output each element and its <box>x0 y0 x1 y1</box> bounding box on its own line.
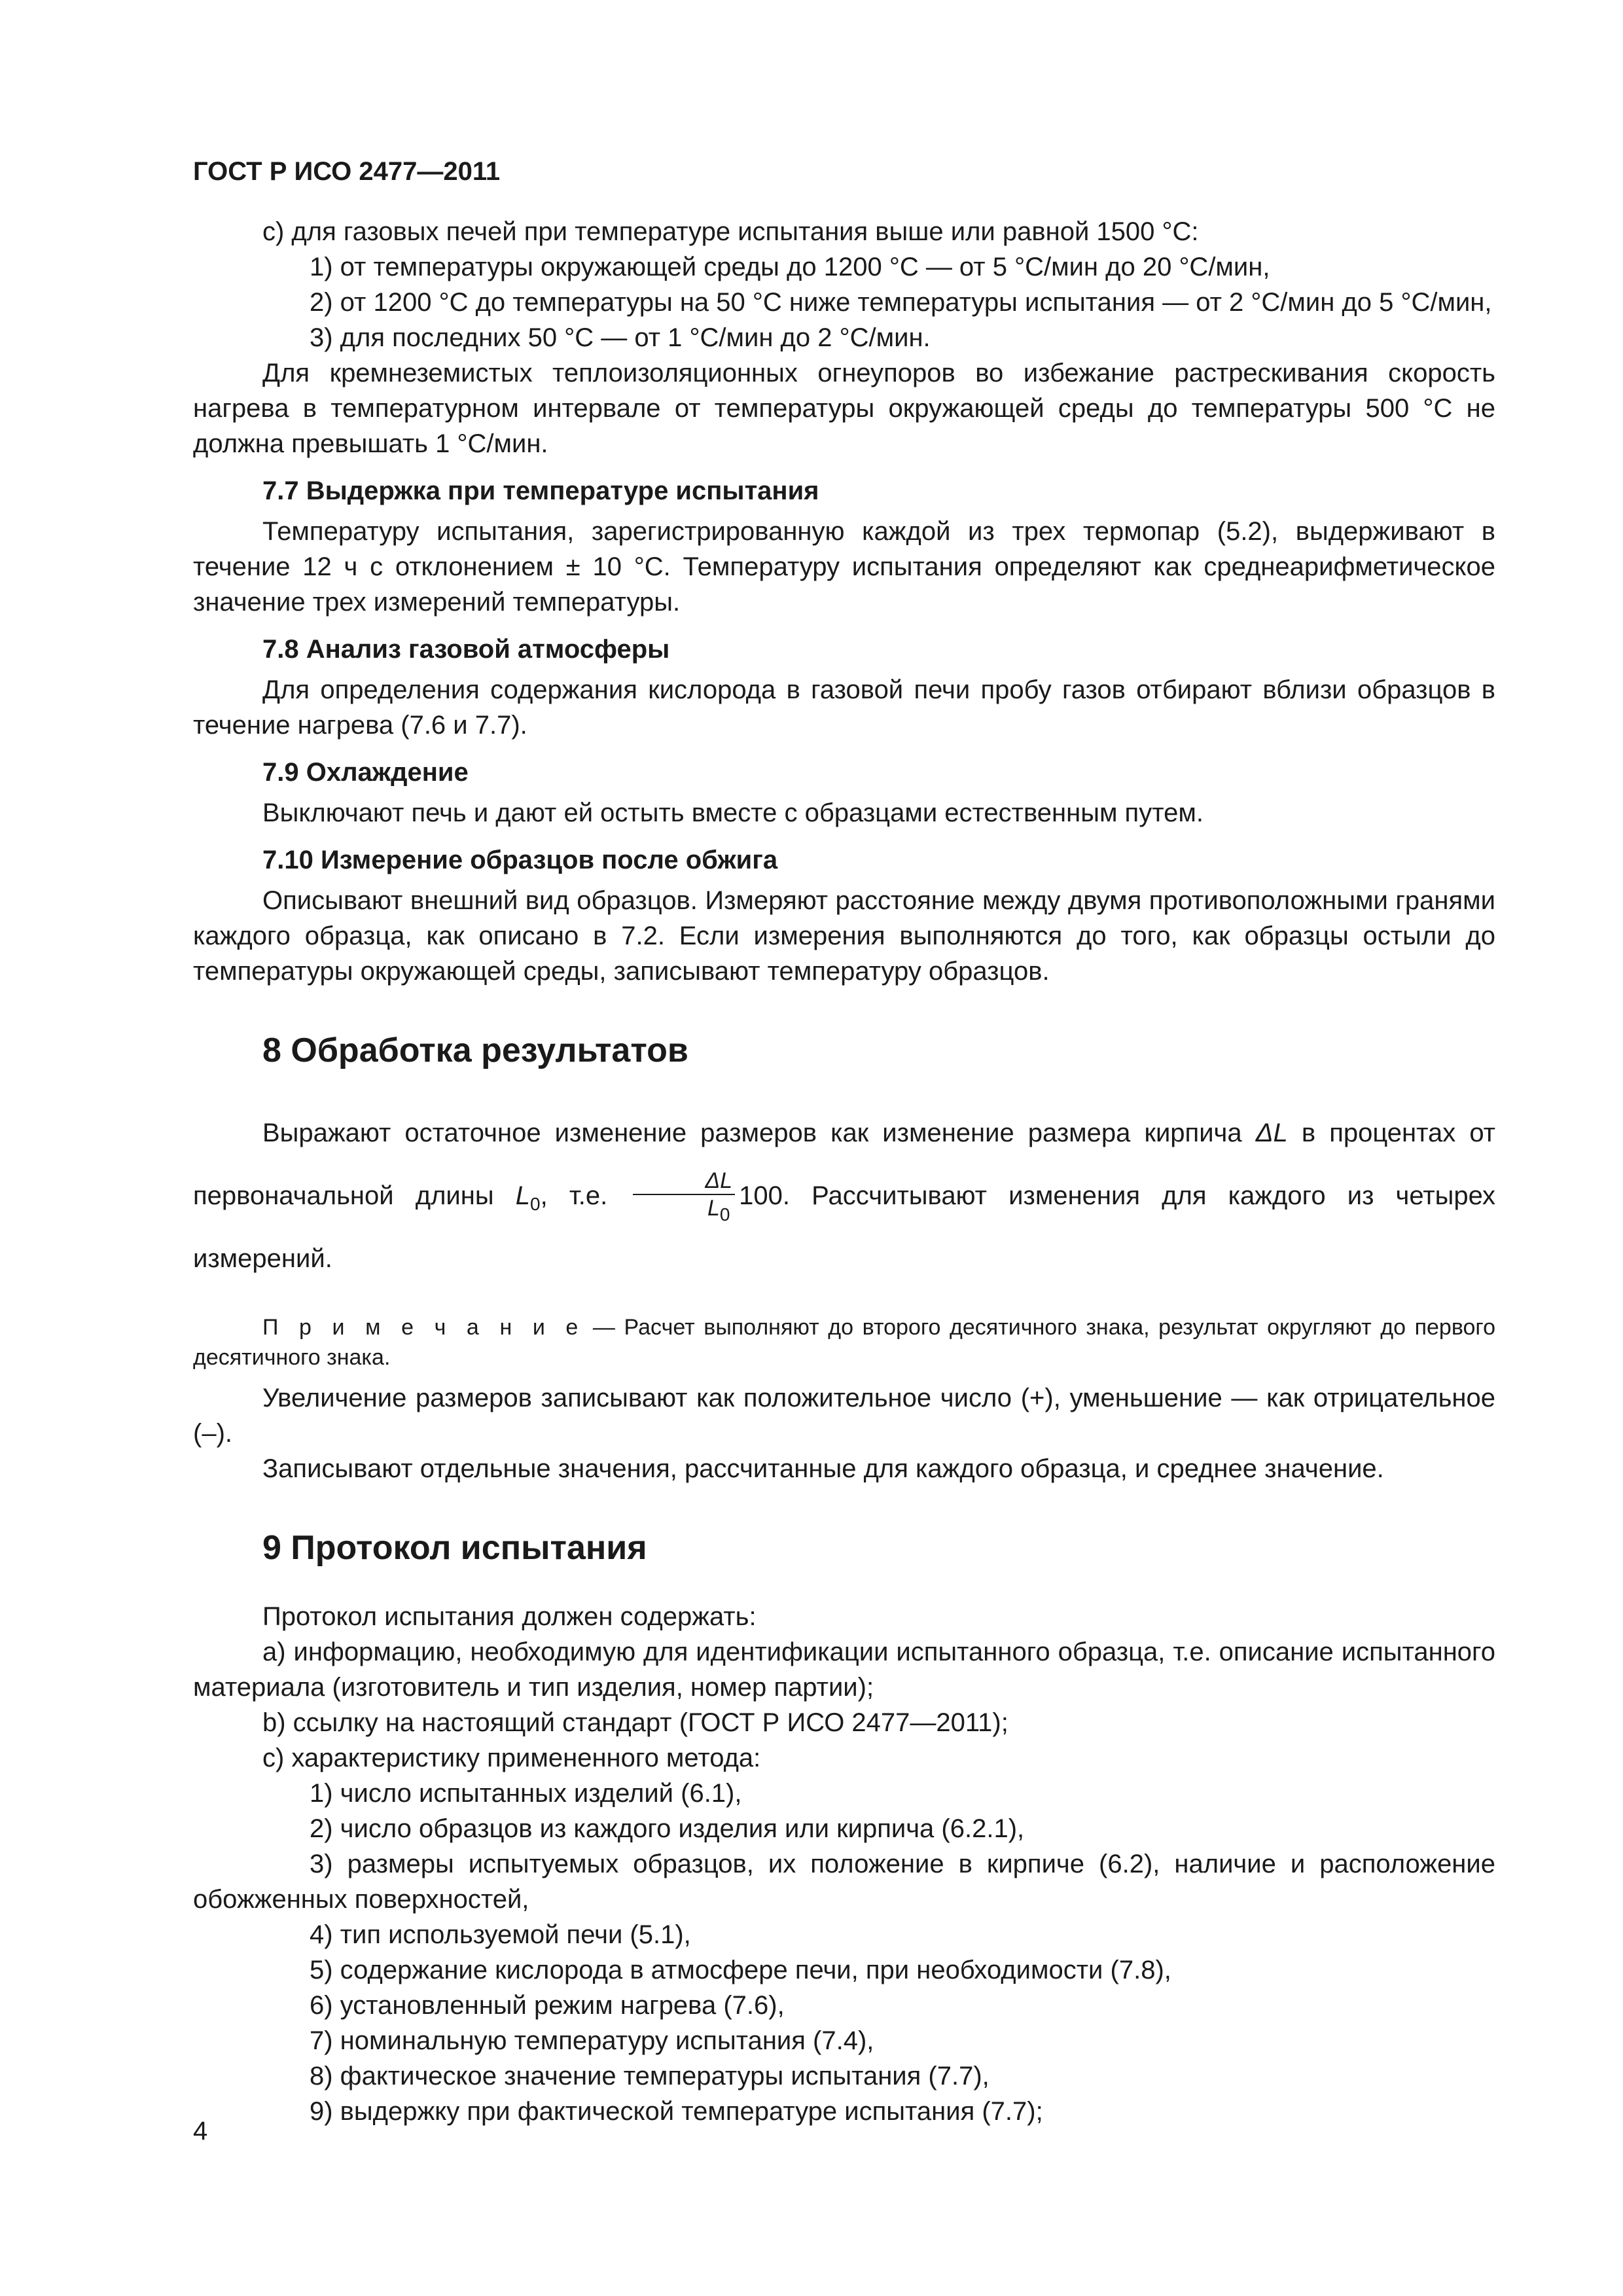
note-text: — Расчет выполняют до второго десятичного знака, результат округляют до первого десятичного знака. <box>193 1315 1495 1370</box>
formula-text-a: Выражают остаточное изменение размеров как изменение размера кирпича <box>262 1119 1256 1147</box>
fraction-numerator: ΔL <box>633 1168 735 1195</box>
section-9-title: 9 Протокол испытания <box>262 1529 647 1567</box>
heating-item-c: c) для газовых печей при температуре испытания выше или равной 1500 °C: <box>262 217 1199 246</box>
heating-paragraph: Для кремнеземистых теплоизоляционных огнеупоров во избежание растрескивания скорость нагрева в температурном интервале от температуры окружающей среды до температуры 500 °C не должна превышать 1 °C/мин. <box>193 359 1495 458</box>
section-9-subitem-7: 7) номинальную температуру испытания (7.4), <box>310 2026 874 2055</box>
l0-symbol: L <box>515 1181 531 1210</box>
document-header: ГОСТ Р ИСО 2477—2011 <box>193 157 501 186</box>
formula-text-d: 100. Рассчитывают изменения для каждого из четырех измерений. <box>193 1181 1495 1273</box>
subsection-7-9-text: Выключают печь и дают ей остыть вместе с образцами естественным путем. <box>262 798 1204 827</box>
subsection-7-7-text: Температуру испытания, зарегистрированную каждой из трех термопар (5.2), выдерживают в течение 12 ч с отклонением ± 10 °C. Температуру испытания определяют как среднеарифметическое значение трех измерений температуры. <box>193 517 1495 617</box>
section-9-subitem-9: 9) выдержку при фактической температуре испытания (7.7); <box>310 2097 1043 2126</box>
fraction-denominator <box>633 1195 735 1225</box>
section-9-subitem-2: 2) число образцов из каждого изделия или кирпича (6.2.1), <box>310 1814 1025 1843</box>
section-9-subitem-5: 5) содержание кислорода в атмосфере печи, при необходимости (7.8), <box>310 1956 1171 1984</box>
subsection-7-8-title: 7.8 Анализ газовой атмосферы <box>262 635 670 664</box>
formula-text-b: в процентах от первоначальной длины <box>193 1119 1496 1210</box>
section-8-paragraph-3: Записывают отдельные значения, рассчитанные для каждого образца, и среднее значение. <box>262 1454 1384 1483</box>
heating-item-c2: 2) от 1200 °C до температуры на 50 °C ниже температуры испытания — от 2 °C/мин до 5 °C/мин, <box>310 288 1492 317</box>
section-9-item-b: b) ссылку на настоящий стандарт (ГОСТ Р ИСО 2477—2011); <box>262 1708 1008 1737</box>
heating-item-c1: 1) от температуры окружающей среды до 1200 °C — от 5 °C/мин до 20 °C/мин, <box>310 253 1270 281</box>
section-9-subitem-8: 8) фактическое значение температуры испытания (7.7), <box>310 2062 990 2090</box>
section-9-subitem-1: 1) число испытанных изделий (6.1), <box>310 1779 742 1808</box>
section-8-title: 8 Обработка результатов <box>262 1031 688 1069</box>
section-8-formula-paragraph <box>193 1102 1495 1290</box>
document-page <box>193 157 1495 2129</box>
formula-text-c: , т.е. <box>540 1181 630 1210</box>
heating-item-c3: 3) для последних 50 °C — от 1 °C/мин до 2 °C/мин. <box>310 323 931 352</box>
section-9-subitem-6: 6) установленный режим нагрева (7.6), <box>310 1991 785 2020</box>
delta-l-symbol: ΔL <box>1255 1119 1288 1147</box>
subsection-7-7-title: 7.7 Выдержка при температуре испытания <box>262 476 819 505</box>
section-9-intro: Протокол испытания должен содержать: <box>262 1602 757 1631</box>
fraction-denominator-l: L <box>707 1196 720 1221</box>
section-9-subitem-3: 3) размеры испытуемых образцов, их положение в кирпиче (6.2), наличие и расположение обожженных поверхностей, <box>193 1850 1495 1914</box>
subsection-7-8-text: Для определения содержания кислорода в газовой печи пробу газов отбирают вблизи образцов в течение нагрева (7.6 и 7.7). <box>193 675 1495 740</box>
section-8-paragraph-2: Увеличение размеров записывают как положительное число (+), уменьшение — как отрицательное (–). <box>193 1384 1495 1448</box>
note-label: П р и м е ч а н и е <box>262 1315 584 1340</box>
subsection-7-10-title: 7.10 Измерение образцов после обжига <box>262 846 778 874</box>
section-8-note <box>193 1312 1495 1372</box>
section-9-item-a: a) информацию, необходимую для идентификации испытанного образца, т.е. описание испытанного материала (изготовитель и тип изделия, номер партии); <box>193 1638 1495 1702</box>
fraction-denominator-subscript: 0 <box>719 1204 730 1225</box>
section-9-subitem-4: 4) тип используемой печи (5.1), <box>310 1920 691 1949</box>
fraction-delta-l-over-l0 <box>633 1168 735 1225</box>
l0-subscript: 0 <box>530 1194 541 1214</box>
page-number: 4 <box>193 2117 208 2145</box>
subsection-7-10-text: Описывают внешний вид образцов. Измеряют расстояние между двумя противоположными гранями каждого образца, как описано в 7.2. Если измерения выполняются до того, как образцы остыли до температуры окружающей среды, записывают температуру образцов. <box>193 886 1495 986</box>
subsection-7-9-title: 7.9 Охлаждение <box>262 758 469 787</box>
section-9-item-c: c) характеристику примененного метода: <box>262 1744 761 1772</box>
